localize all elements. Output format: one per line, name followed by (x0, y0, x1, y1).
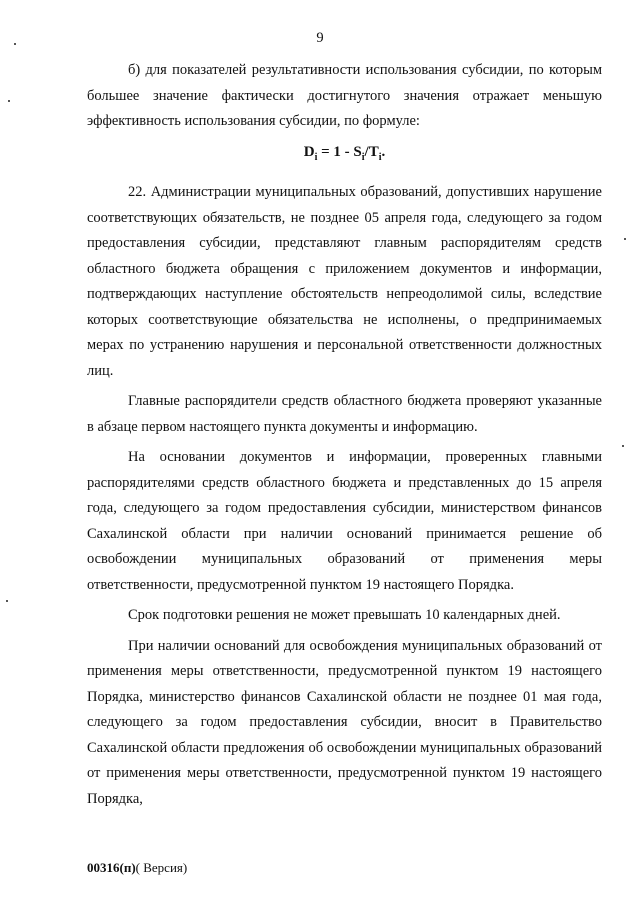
formula-lhs-sub: i (314, 151, 318, 163)
document-body (87, 58, 602, 812)
scan-speck (6, 600, 8, 602)
paragraph-decision: На основании документов и информации, проверенных главными распорядителями средств областного бюджета и представленных до 15 апреля года, следующего за годом предоставления субсидии, министерством финансов Сахалинской области при наличии оснований принимается решение об освобождении муниципальных образований от применения меры ответственности, предусмотренной пунктом 19 настоящего Порядка. (87, 449, 602, 593)
scan-speck (8, 100, 10, 102)
document-footer (87, 860, 187, 876)
paragraph-verification: Главные распорядители средств областного бюджета проверяют указанные в абзаце первом настоящего пункта документы и информацию. (87, 393, 602, 435)
scan-speck (14, 43, 16, 45)
paragraph-b: б) для показателей результативности использования субсидии, по которым большее значение фактически достигнутого значения отражает меньшую эффективность использования субсидии, по формуле: (87, 62, 602, 129)
formula-slash: /T (364, 143, 379, 160)
footer-version: ( Версия) (135, 860, 188, 875)
formula-end: . (381, 143, 386, 160)
formula (87, 140, 602, 171)
page-number: 9 (316, 30, 324, 46)
formula-lhs: D (303, 143, 315, 160)
paragraph-deadline: Срок подготовки решения не может превышать 10 календарных дней. (128, 607, 561, 623)
paragraph-22: 22. Администрации муниципальных образований, допустивших нарушение соответствующих обязательств, не позднее 05 апреля года, следующего за годом предоставления субсидии, представляют главным распорядителям средств областного бюджета обращения с приложением документов и информации, подтверждающих наступление обстоятельств непреодолимой силы, вследствие которых соответствующие обязательства не исполнены, о предпринимаемых мерах по устранению нарушения и персональной ответственности должностных лиц. (87, 184, 602, 379)
scan-speck (622, 445, 624, 447)
formula-mid-sub: i (361, 151, 365, 163)
scan-speck (624, 238, 626, 240)
formula-mid: = 1 - S (317, 143, 362, 160)
footer-code: 00316(п) (87, 860, 136, 875)
formula-rhs-sub: i (378, 151, 382, 163)
paragraph-proposal: При наличии оснований для освобождения муниципальных образований от применения меры ответственности, предусмотренной пунктом 19 настоящего Порядка, министерство финансов Сахалинской области не позднее 01 мая года, следующего за годом предоставления субсидии, вносит в Правительство Сахалинской области предложения об освобождении муниципальных образований от применения меры ответственности, предусмотренной пунктом 19 настоящего Порядка, (87, 637, 602, 807)
